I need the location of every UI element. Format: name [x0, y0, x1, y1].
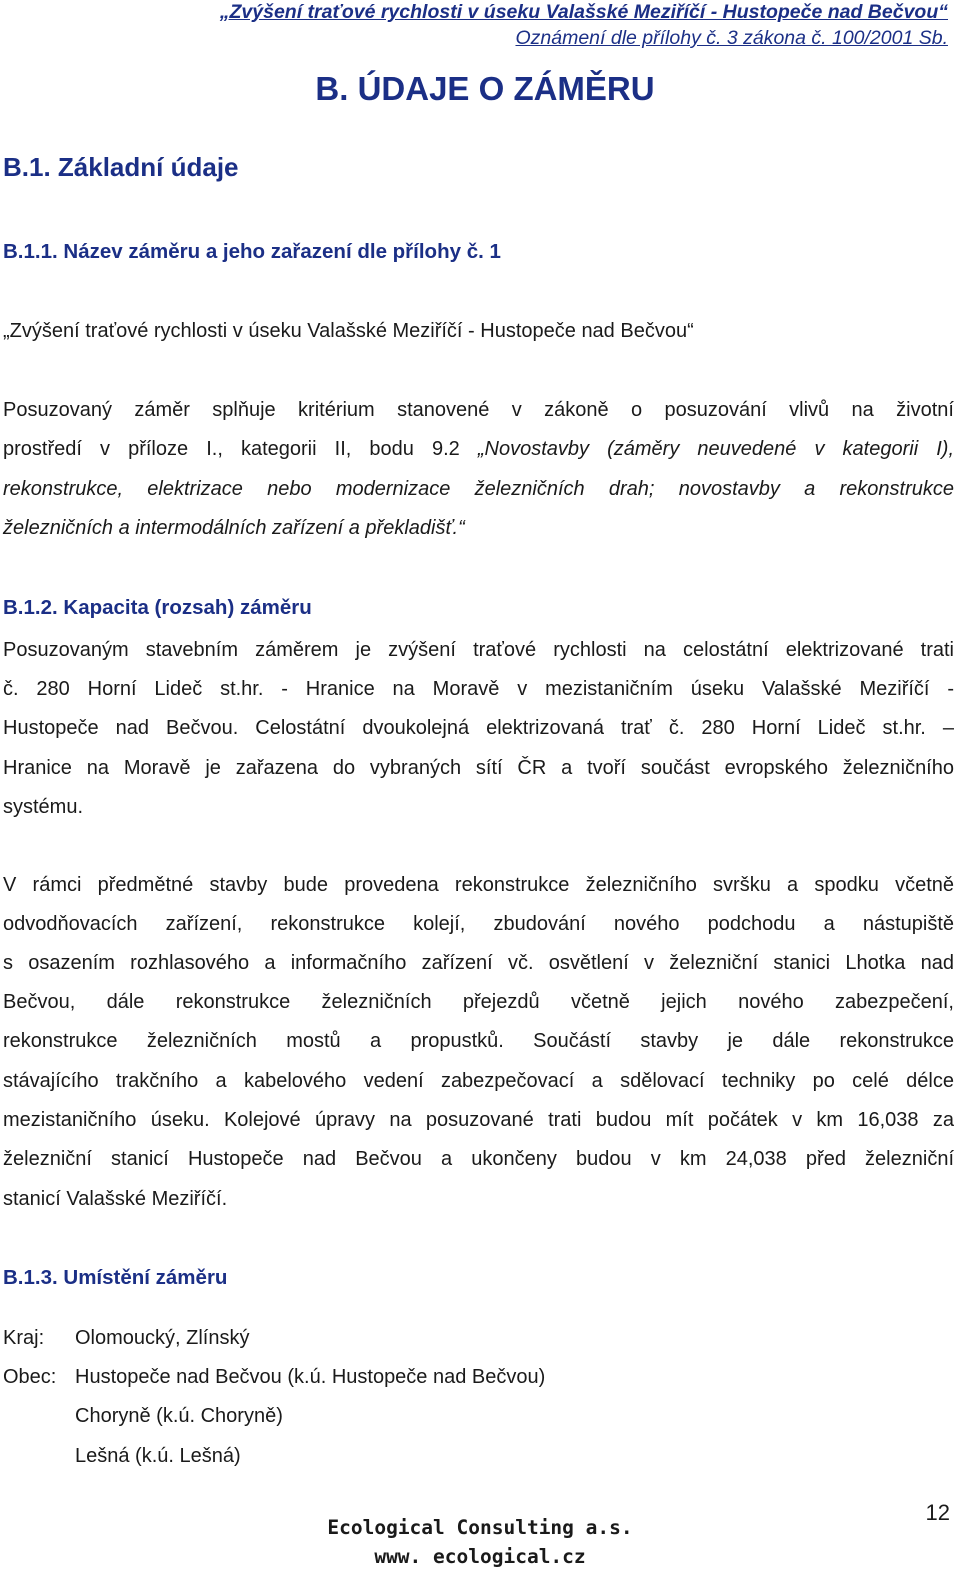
paragraph-line: stávajícího trakčního a kabelového vedení zabezpečovací a sdělovací techniky po celé délce [3, 1070, 954, 1092]
footer-company: Ecological Consulting a.s. [327, 1516, 633, 1539]
paragraph-line: Posuzovaný záměr splňuje kritérium stanovené v zákoně o posuzování vlivů na životní [3, 399, 954, 421]
paragraph-line: Posuzovaným stavebním záměrem je zvýšení traťové rychlosti na celostátní elektrizované trati [3, 639, 954, 661]
paragraph-line: Hranice na Moravě je zařazena do vybraných sítí ČR a tvoří součást evropského železničního [3, 757, 954, 779]
paragraph-line: stanicí Valašské Meziříčí. [3, 1188, 228, 1210]
paragraph-line: železničních a intermodálních zařízení a překladišť.“ [3, 517, 465, 539]
paragraph-line: Hustopeče nad Bečvou. Celostátní dvoukolejná elektrizovaná trať č. 280 Horní Lideč st.hr. – [3, 717, 954, 739]
paragraph-line [3, 438, 954, 464]
paragraph-line: s osazením rozhlasového a informačního zařízení vč. osvětlení v železniční stanici Lhotka nad [3, 952, 954, 974]
paragraph-line: mezistaničního úseku. Kolejové úpravy na posuzované trati budou mít počátek v km 16,038 za [3, 1109, 954, 1131]
section-heading-b1: B.1. Základní údaje [3, 152, 239, 182]
italic-citation: „Novostavby (záměry neuvedené v kategorii I), [477, 438, 955, 460]
obec-value: Lešná (k.ú. Lešná) [75, 1445, 241, 1467]
part-title: B. ÚDAJE O ZÁMĚRU [315, 70, 655, 107]
section-heading-b11: B.1.1. Název záměru a jeho zařazení dle přílohy č. 1 [3, 240, 501, 263]
paragraph-line: rekonstrukce železničních mostů a propustků. Součástí stavby je dále rekonstrukce [3, 1030, 954, 1052]
kraj-value: Olomoucký, Zlínský [75, 1327, 250, 1349]
kraj-label: Kraj: [3, 1327, 45, 1349]
paragraph-line: V rámci předmětné stavby bude provedena rekonstrukce železničního svršku a spodku včetně [3, 874, 954, 896]
paragraph-segment: prostředí v příloze I., kategorii II, bodu 9.2 [3, 438, 478, 460]
section-heading-b13: B.1.3. Umístění záměru [3, 1266, 228, 1289]
section-heading-b12: B.1.2. Kapacita (rozsah) záměru [3, 596, 312, 619]
page-number: 12 [925, 1500, 950, 1525]
header-title: „Zvýšení traťové rychlosti v úseku Valašské Meziříčí - Hustopeče nad Bečvou“ [219, 1, 948, 23]
paragraph-line: železniční stanicí Hustopeče nad Bečvou a ukončeny budou v km 24,038 před železniční [3, 1148, 954, 1170]
header-subtitle: Oznámení dle přílohy č. 3 zákona č. 100/2001 Sb. [515, 27, 948, 49]
paragraph-line: rekonstrukce, elektrizace nebo modernizace železničních drah; novostavby a rekonstrukce [3, 478, 954, 500]
obec-value: Choryně (k.ú. Choryně) [75, 1405, 283, 1427]
project-name: „Zvýšení traťové rychlosti v úseku Valašské Meziříčí - Hustopeče nad Bečvou“ [3, 320, 694, 342]
paragraph-line: systému. [3, 796, 84, 818]
obec-value: Hustopeče nad Bečvou (k.ú. Hustopeče nad Bečvou) [75, 1366, 546, 1388]
obec-label: Obec: [3, 1366, 57, 1388]
paragraph-line: Bečvou, dále rekonstrukce železničních přejezdů včetně jejich nového zabezpečení, [3, 991, 954, 1013]
paragraph-line: č. 280 Horní Lideč st.hr. - Hranice na Moravě v mezistaničním úseku Valašské Meziříčí - [3, 678, 954, 700]
footer-website: www. ecological.cz [374, 1545, 586, 1568]
paragraph-line: odvodňovacích zařízení, rekonstrukce kolejí, zbudování nového podchodu a nástupiště [3, 913, 954, 935]
